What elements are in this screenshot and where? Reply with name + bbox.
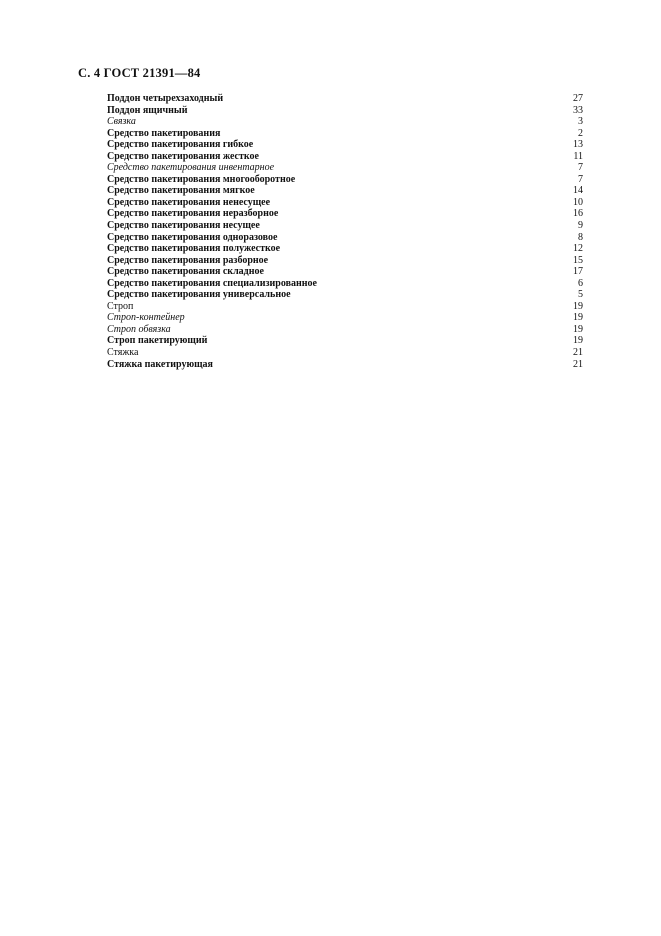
index-page-number: 14 — [573, 185, 583, 197]
index-term: Поддон ящичный — [107, 104, 188, 116]
index-term: Строп — [107, 300, 134, 312]
index-entry — [107, 174, 583, 186]
index-term: Средство пакетирования инвентарное — [107, 162, 275, 174]
index-term: Средство пакетирования несущее — [107, 220, 260, 232]
index-entry — [107, 185, 583, 197]
index-term: Строп обвязка — [107, 323, 171, 335]
index-entry — [107, 359, 583, 371]
index-page-number: 8 — [578, 231, 583, 243]
index-term: Средство пакетирования жесткое — [107, 150, 259, 162]
index-page-number: 2 — [578, 127, 583, 139]
index-term: Средство пакетирования мягкое — [107, 185, 255, 197]
index-term: Строп пакетирующий — [107, 335, 208, 347]
index-term: Средство пакетирования — [107, 127, 221, 139]
index-page-number: 9 — [578, 220, 583, 232]
index-term: Средство пакетирования многооборотное — [107, 173, 296, 185]
index-term: Средство пакетирования неразборное — [107, 208, 279, 220]
index-entry — [107, 220, 583, 232]
index-page-number: 16 — [573, 208, 583, 220]
index-page-number: 27 — [573, 93, 583, 104]
index-entry — [107, 289, 583, 301]
index-entry — [107, 312, 583, 324]
index-entry — [107, 197, 583, 209]
index-page-number: 12 — [573, 243, 583, 255]
index-entry — [107, 278, 583, 290]
index-term: Средство пакетирования ненесущее — [107, 196, 271, 208]
index-term: Средство пакетирования полужесткое — [107, 243, 281, 255]
index-entry — [107, 139, 583, 151]
index-page-number: 19 — [573, 323, 583, 335]
index-page-number: 13 — [573, 139, 583, 151]
index-page-number: 7 — [578, 173, 583, 185]
index-entry — [107, 301, 583, 313]
index-entry — [107, 266, 583, 278]
index-page-number: 19 — [573, 335, 583, 347]
index-entry — [107, 255, 583, 267]
index-entry — [107, 324, 583, 336]
index-page-number: 17 — [573, 266, 583, 278]
index-page-number: 19 — [573, 300, 583, 312]
index-term: Стяжка пакетирующая — [107, 358, 213, 370]
index-page-number: 5 — [578, 289, 583, 301]
index-term: Средство пакетирования складное — [107, 266, 264, 278]
page-header: С. 4 ГОСТ 21391—84 — [78, 66, 201, 80]
index-term: Средство пакетирования разборное — [107, 254, 269, 266]
index-entry — [107, 128, 583, 140]
index-page-number: 15 — [573, 254, 583, 266]
index-page-number: 33 — [573, 104, 583, 116]
alphabetical-index — [107, 93, 583, 370]
index-page-number: 11 — [573, 150, 583, 162]
index-entry — [107, 105, 583, 117]
index-entry — [107, 335, 583, 347]
index-term: Средство пакетирования специализированное — [107, 277, 317, 289]
index-entry — [107, 208, 583, 220]
index-page-number: 7 — [578, 162, 583, 174]
index-page-number: 21 — [573, 358, 583, 370]
index-term: Стяжка — [107, 347, 139, 359]
index-entry — [107, 151, 583, 163]
index-entry — [107, 116, 583, 128]
index-entry — [107, 162, 583, 174]
index-entry — [107, 232, 583, 244]
index-page-number: 3 — [578, 116, 583, 128]
index-term: Связка — [107, 116, 136, 128]
index-entry — [107, 347, 583, 359]
index-page-number: 10 — [573, 196, 583, 208]
index-page-number: 6 — [578, 277, 583, 289]
index-term: Строп-контейнер — [107, 312, 185, 324]
index-page-number: 21 — [573, 347, 583, 359]
index-entry — [107, 243, 583, 255]
index-entry — [107, 93, 583, 105]
index-term: Поддон четырехзаходный — [107, 93, 224, 104]
index-page-number: 19 — [573, 312, 583, 324]
index-term: Средство пакетирования универсальное — [107, 289, 291, 301]
index-term: Средство пакетирования гибкое — [107, 139, 254, 151]
index-term: Средство пакетирования одноразовое — [107, 231, 278, 243]
